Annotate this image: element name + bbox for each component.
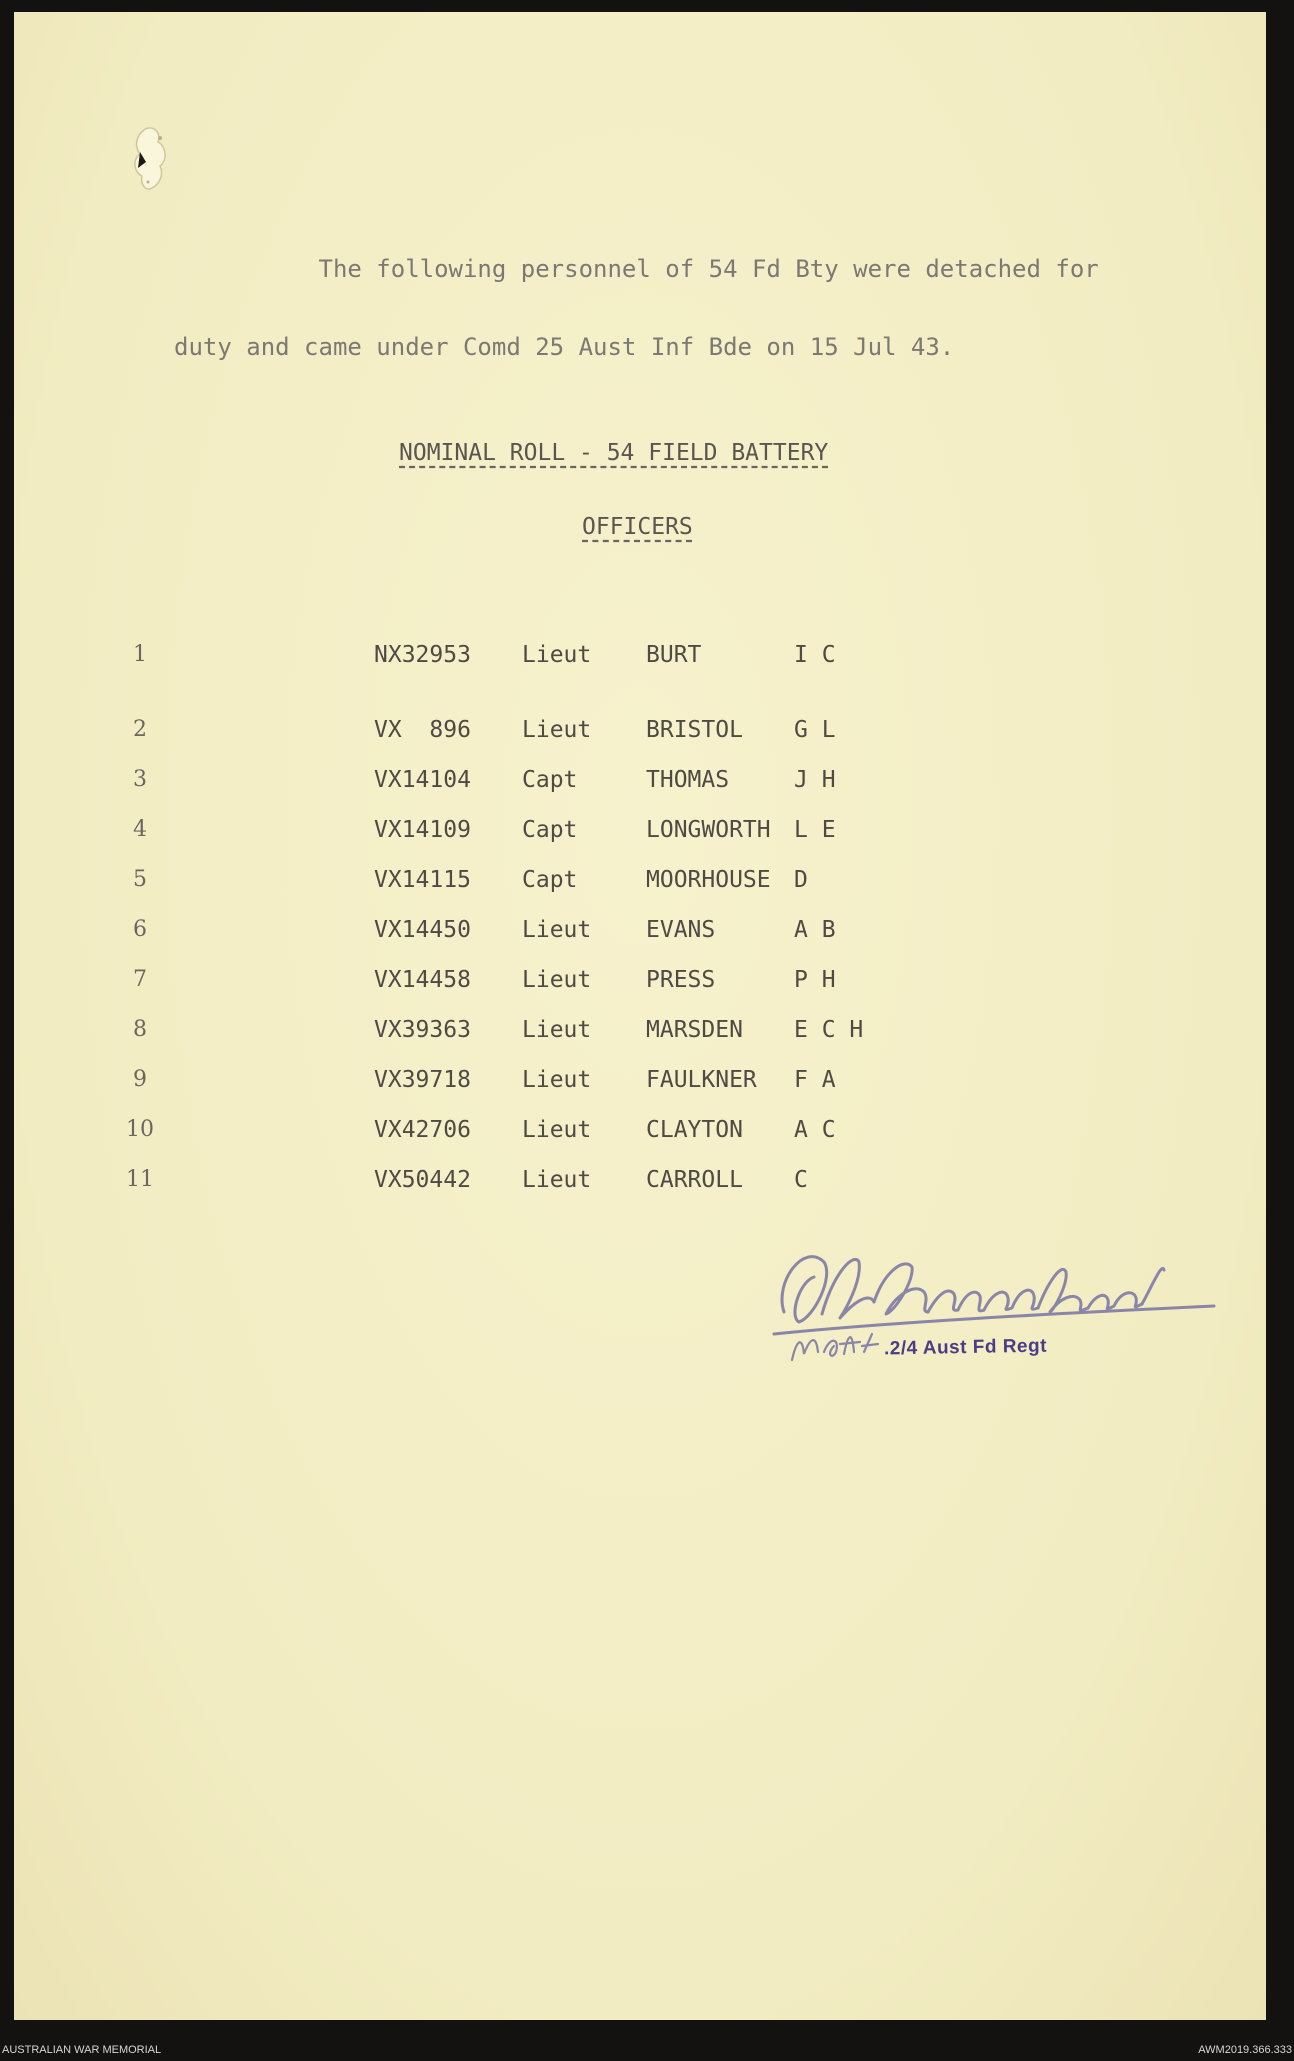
row-number: 8 bbox=[133, 1017, 147, 1042]
punch-hole-mark bbox=[122, 122, 186, 202]
surname: BRISTOL bbox=[646, 717, 743, 743]
row-number: 3 bbox=[133, 767, 147, 792]
rank: Capt bbox=[522, 817, 578, 843]
surname: CARROLL bbox=[646, 1167, 743, 1193]
officers-section-title: OFFICERS bbox=[582, 514, 693, 540]
service-number: VX14109 bbox=[374, 817, 471, 843]
rank: Lieut bbox=[522, 1017, 592, 1043]
officer-row bbox=[14, 1067, 1266, 1097]
row-number: 1 bbox=[133, 642, 147, 667]
initials: D bbox=[794, 867, 808, 893]
rank: Lieut bbox=[522, 917, 592, 943]
initials: G L bbox=[794, 717, 836, 743]
officer-row bbox=[14, 642, 1266, 672]
row-number: 6 bbox=[133, 917, 147, 942]
initials: F A bbox=[794, 1067, 836, 1093]
officer-row bbox=[14, 1167, 1266, 1197]
service-number: VX14104 bbox=[374, 767, 471, 793]
surname: FAULKNER bbox=[646, 1067, 757, 1093]
officer-row bbox=[14, 917, 1266, 947]
officer-row bbox=[14, 767, 1266, 797]
rank: Lieut bbox=[522, 642, 592, 668]
intro-line-1: The following personnel of 54 Fd Bty were detached for bbox=[174, 255, 1099, 283]
service-number: VX42706 bbox=[374, 1117, 471, 1143]
intro-line-2: duty and came under Comd 25 Aust Inf Bde on 15 Jul 43. bbox=[174, 333, 955, 361]
surname: MARSDEN bbox=[646, 1017, 743, 1043]
surname: THOMAS bbox=[646, 767, 730, 793]
officer-row bbox=[14, 717, 1266, 747]
surname: MOORHOUSE bbox=[646, 867, 771, 893]
service-number: VX14458 bbox=[374, 967, 471, 993]
service-number: VX50442 bbox=[374, 1167, 471, 1193]
officer-row bbox=[14, 1117, 1266, 1147]
unit-stamp: .2/4 Aust Fd Regt bbox=[883, 1335, 1048, 1360]
rank: Capt bbox=[522, 867, 578, 893]
officer-row bbox=[14, 817, 1266, 847]
service-number: VX39718 bbox=[374, 1067, 471, 1093]
footer-accession-number: AWM2019.366.333 bbox=[1198, 2044, 1292, 2056]
footer-institution: AUSTRALIAN WAR MEMORIAL bbox=[2, 2044, 162, 2056]
rank: Lieut bbox=[522, 1117, 592, 1143]
row-number: 5 bbox=[133, 867, 147, 892]
surname: PRESS bbox=[646, 967, 716, 993]
rank: Lieut bbox=[522, 1167, 592, 1193]
initials: A B bbox=[794, 917, 836, 943]
row-number: 11 bbox=[126, 1167, 154, 1192]
row-number: 9 bbox=[133, 1067, 147, 1092]
initials: C bbox=[794, 1167, 808, 1193]
rank: Lieut bbox=[522, 967, 592, 993]
officer-row bbox=[14, 1017, 1266, 1047]
rank: Capt bbox=[522, 767, 578, 793]
row-number: 4 bbox=[133, 817, 147, 842]
nominal-roll-title: NOMINAL ROLL - 54 FIELD BATTERY bbox=[399, 440, 829, 466]
row-number: 7 bbox=[133, 967, 147, 992]
initials: P H bbox=[794, 967, 836, 993]
initials: A C bbox=[794, 1117, 836, 1143]
rank: Lieut bbox=[522, 717, 592, 743]
surname: BURT bbox=[646, 642, 702, 668]
officer-row bbox=[14, 867, 1266, 897]
service-number: VX39363 bbox=[374, 1017, 471, 1043]
service-number: VX 896 bbox=[374, 717, 471, 743]
service-number: VX14115 bbox=[374, 867, 471, 893]
initials: I C bbox=[794, 642, 836, 668]
service-number: NX32953 bbox=[374, 642, 471, 668]
officer-row bbox=[14, 967, 1266, 997]
initials: J H bbox=[794, 767, 836, 793]
surname: LONGWORTH bbox=[646, 817, 771, 843]
service-number: VX14450 bbox=[374, 917, 471, 943]
surname: EVANS bbox=[646, 917, 716, 943]
intro-paragraph bbox=[174, 204, 1099, 412]
initials: E C H bbox=[794, 1017, 864, 1043]
rank: Lieut bbox=[522, 1067, 592, 1093]
row-number: 10 bbox=[126, 1117, 154, 1142]
document-page bbox=[14, 12, 1266, 2020]
row-number: 2 bbox=[133, 717, 147, 742]
initials: L E bbox=[794, 817, 836, 843]
surname: CLAYTON bbox=[646, 1117, 743, 1143]
